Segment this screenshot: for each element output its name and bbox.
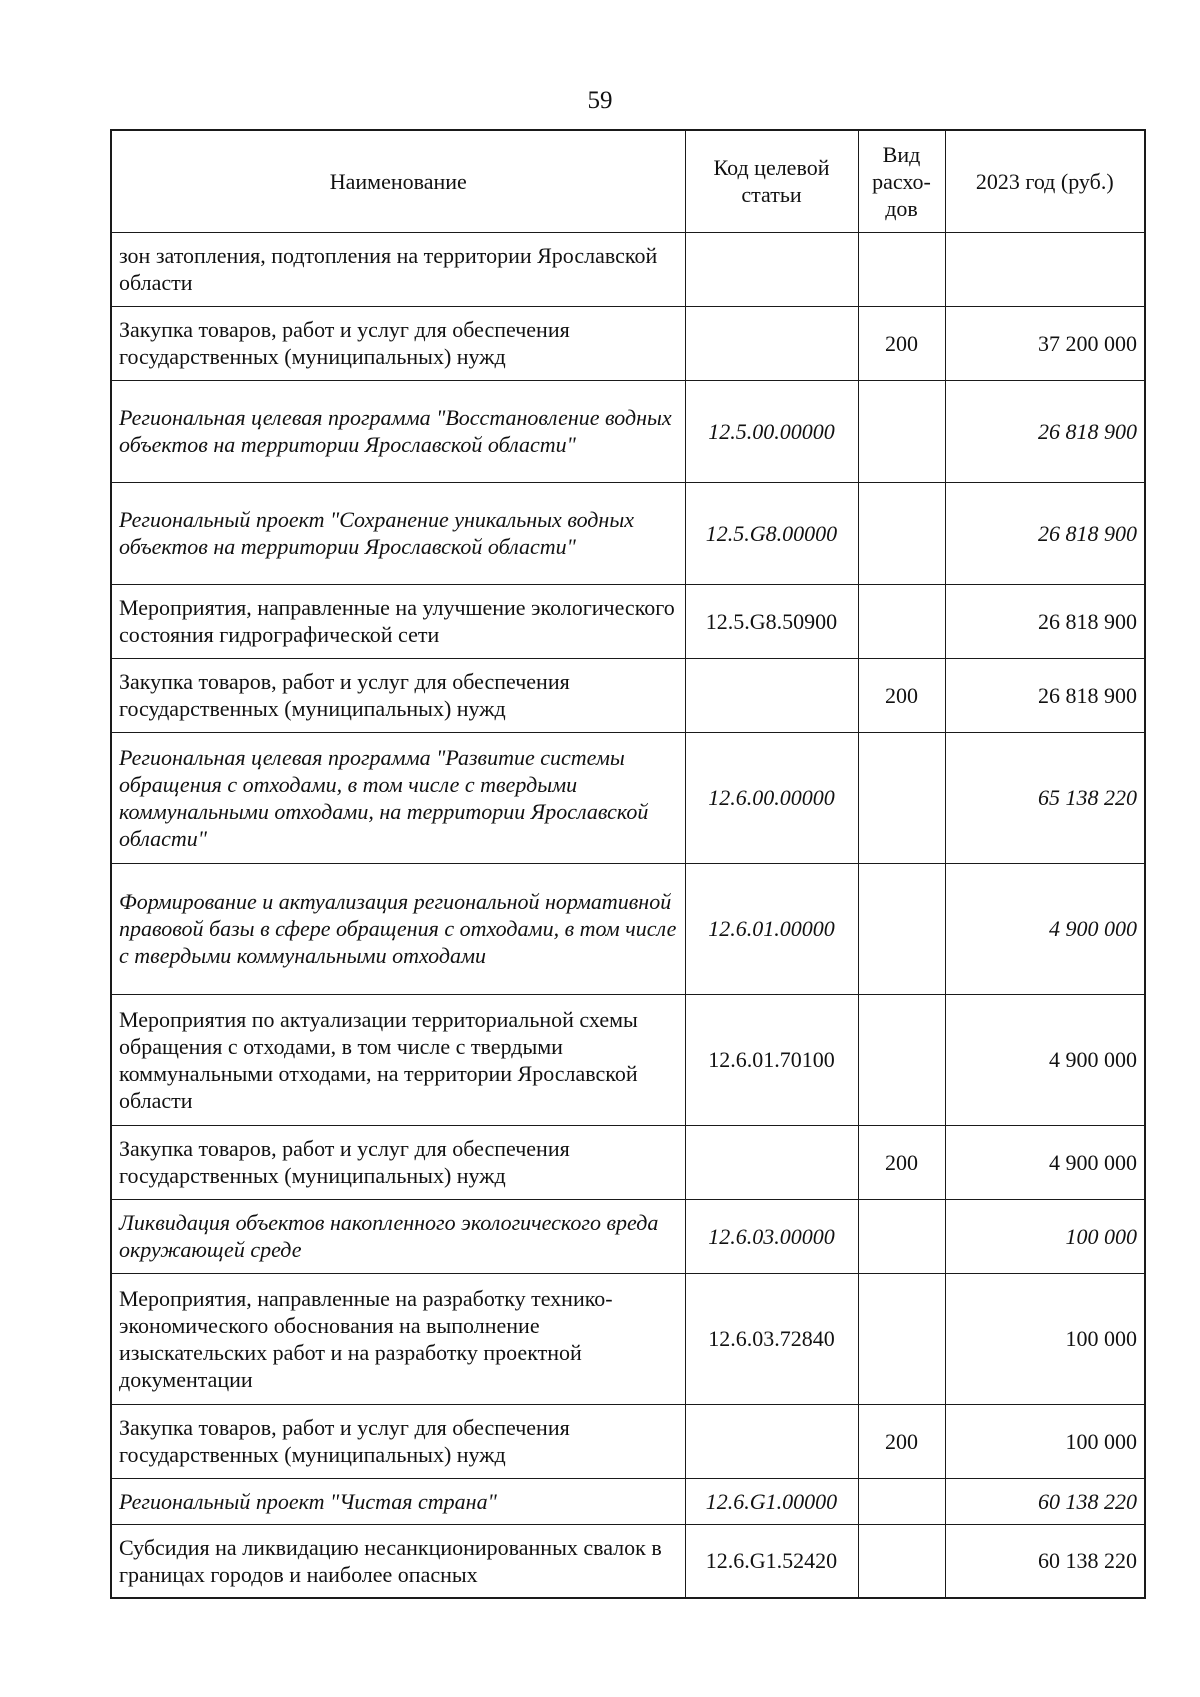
name-cell: Формирование и актуализация региональной нормативной правовой базы в сфере обращения с отходами, в том числе с твердыми коммунальными отходами xyxy=(111,863,685,994)
code-cell: 12.6.G1.52420 xyxy=(685,1524,858,1598)
code-cell xyxy=(685,658,858,732)
page-number: 59 xyxy=(587,87,613,114)
table-row xyxy=(111,306,1145,380)
table-header-row xyxy=(111,130,1145,232)
sum-cell: 26 818 900 xyxy=(945,584,1145,658)
type-cell xyxy=(858,380,945,482)
name-cell: Закупка товаров, работ и услуг для обеспечения государственных (муниципальных) нужд xyxy=(111,1125,685,1199)
header-name: Наименование xyxy=(111,130,685,232)
code-cell: 12.6.G1.00000 xyxy=(685,1478,858,1524)
code-cell: 12.6.03.00000 xyxy=(685,1199,858,1273)
header-code: Код целевой статьи xyxy=(685,130,858,232)
sum-cell: 4 900 000 xyxy=(945,1125,1145,1199)
type-cell xyxy=(858,863,945,994)
header-type: Вид расхо-дов xyxy=(858,130,945,232)
sum-cell: 100 000 xyxy=(945,1404,1145,1478)
table-row xyxy=(111,1404,1145,1478)
name-cell: Региональная целевая программа "Развитие системы обращения с отходами, в том числе с твердыми коммунальными отходами, на территории Ярославской области" xyxy=(111,732,685,863)
sum-cell: 60 138 220 xyxy=(945,1524,1145,1598)
code-cell xyxy=(685,1404,858,1478)
table-row xyxy=(111,658,1145,732)
type-cell: 200 xyxy=(858,306,945,380)
code-cell: 12.5.G8.00000 xyxy=(685,482,858,584)
header-sum: 2023 год (руб.) xyxy=(945,130,1145,232)
name-cell: Мероприятия по актуализации территориальной схемы обращения с отходами, в том числе с твердыми коммунальными отходами, на территории Ярославской области xyxy=(111,994,685,1125)
type-cell: 200 xyxy=(858,1404,945,1478)
table-row xyxy=(111,863,1145,994)
name-cell: Региональный проект "Сохранение уникальных водных объектов на территории Ярославской области" xyxy=(111,482,685,584)
name-cell: Ликвидация объектов накопленного экологического вреда окружающей среде xyxy=(111,1199,685,1273)
type-cell xyxy=(858,232,945,306)
budget-table xyxy=(110,129,1146,1599)
name-cell: Мероприятия, направленные на разработку технико-экономического обоснования на выполнение изыскательских работ и на разработку проектной документации xyxy=(111,1273,685,1404)
type-cell: 200 xyxy=(858,1125,945,1199)
table-row xyxy=(111,994,1145,1125)
type-cell xyxy=(858,1478,945,1524)
sum-cell: 4 900 000 xyxy=(945,863,1145,994)
code-cell xyxy=(685,306,858,380)
name-cell: Закупка товаров, работ и услуг для обеспечения государственных (муниципальных) нужд xyxy=(111,1404,685,1478)
sum-cell: 26 818 900 xyxy=(945,658,1145,732)
sum-cell: 65 138 220 xyxy=(945,732,1145,863)
sum-cell: 26 818 900 xyxy=(945,380,1145,482)
sum-cell xyxy=(945,232,1145,306)
name-cell: зон затопления, подтопления на территории Ярославской области xyxy=(111,232,685,306)
type-cell xyxy=(858,994,945,1125)
table-row xyxy=(111,232,1145,306)
code-cell: 12.6.03.72840 xyxy=(685,1273,858,1404)
type-cell xyxy=(858,482,945,584)
sum-cell: 100 000 xyxy=(945,1273,1145,1404)
name-cell: Закупка товаров, работ и услуг для обеспечения государственных (муниципальных) нужд xyxy=(111,658,685,732)
code-cell xyxy=(685,232,858,306)
table-row xyxy=(111,1273,1145,1404)
code-cell xyxy=(685,1125,858,1199)
table-row xyxy=(111,380,1145,482)
table-row xyxy=(111,1524,1145,1598)
code-cell: 12.6.00.00000 xyxy=(685,732,858,863)
name-cell: Субсидия на ликвидацию несанкционированных свалок в границах городов и наиболее опасных xyxy=(111,1524,685,1598)
type-cell xyxy=(858,1524,945,1598)
sum-cell: 60 138 220 xyxy=(945,1478,1145,1524)
table-row xyxy=(111,732,1145,863)
code-cell: 12.5.G8.50900 xyxy=(685,584,858,658)
type-cell xyxy=(858,1273,945,1404)
type-cell xyxy=(858,732,945,863)
name-cell: Закупка товаров, работ и услуг для обеспечения государственных (муниципальных) нужд xyxy=(111,306,685,380)
sum-cell: 26 818 900 xyxy=(945,482,1145,584)
sum-cell: 37 200 000 xyxy=(945,306,1145,380)
table-row xyxy=(111,1199,1145,1273)
name-cell: Региональная целевая программа "Восстановление водных объектов на территории Ярославской области" xyxy=(111,380,685,482)
table-row xyxy=(111,1478,1145,1524)
type-cell xyxy=(858,584,945,658)
code-cell: 12.5.00.00000 xyxy=(685,380,858,482)
code-cell: 12.6.01.70100 xyxy=(685,994,858,1125)
table-row xyxy=(111,482,1145,584)
table-row xyxy=(111,584,1145,658)
code-cell: 12.6.01.00000 xyxy=(685,863,858,994)
sum-cell: 4 900 000 xyxy=(945,994,1145,1125)
name-cell: Мероприятия, направленные на улучшение экологического состояния гидрографической сети xyxy=(111,584,685,658)
type-cell xyxy=(858,1199,945,1273)
type-cell: 200 xyxy=(858,658,945,732)
table-row xyxy=(111,1125,1145,1199)
sum-cell: 100 000 xyxy=(945,1199,1145,1273)
name-cell: Региональный проект "Чистая страна" xyxy=(111,1478,685,1524)
